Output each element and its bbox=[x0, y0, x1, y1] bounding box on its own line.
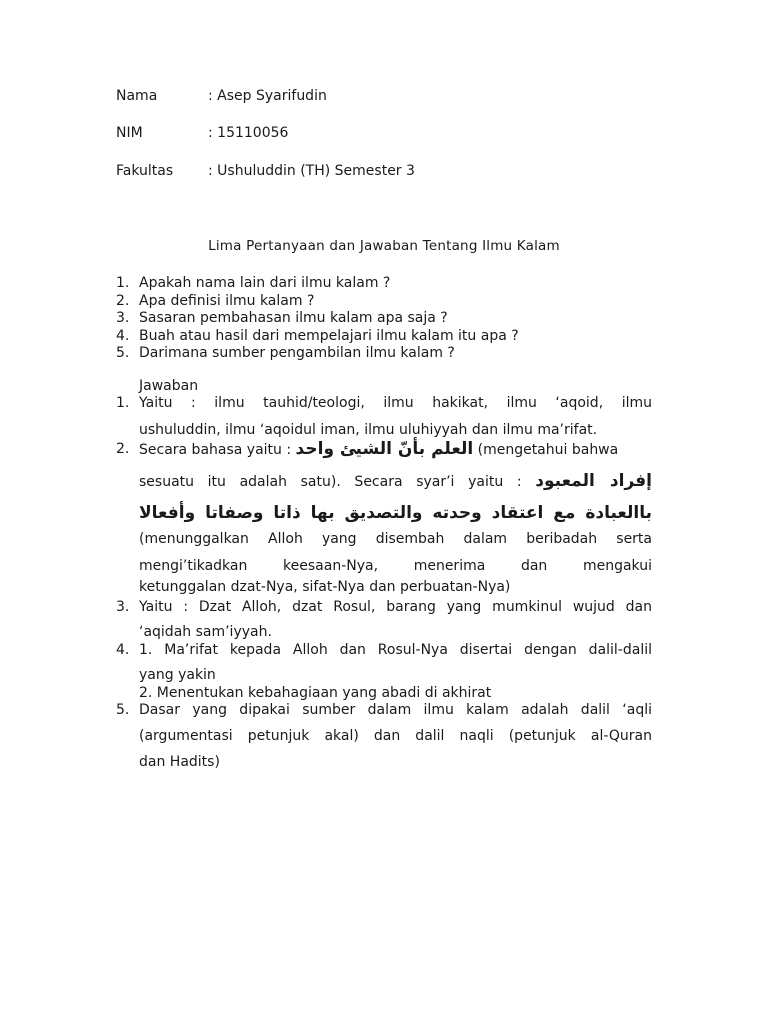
answer-number: 3. bbox=[116, 599, 130, 615]
answer-line: ‘aqidah sam’iyyah. bbox=[139, 624, 272, 640]
fakultas-value: : Ushuluddin (TH) Semester 3 bbox=[208, 163, 415, 179]
answer-number: 4. bbox=[116, 642, 130, 658]
answer-number: 5. bbox=[116, 702, 130, 718]
question-item bbox=[116, 345, 656, 363]
answer-item bbox=[116, 598, 652, 641]
question-text: Apakah nama lain dari ilmu kalam ? bbox=[139, 275, 391, 291]
nim-value: : 15110056 bbox=[208, 125, 289, 141]
answer-number: 1. bbox=[116, 395, 130, 411]
question-number: 2. bbox=[116, 292, 130, 309]
question-number: 3. bbox=[116, 310, 130, 326]
answer-line: Dasar yang dipakai sumber dalam ilmu kalam adalah dalil ‘aqli bbox=[139, 702, 652, 718]
answer-item bbox=[116, 701, 652, 771]
document-title: Lima Pertanyaan dan Jawaban Tentang Ilmu Kalam bbox=[208, 238, 560, 254]
nim-label: NIM bbox=[116, 125, 143, 141]
answer-text: sesuatu itu adalah satu). Secara syar’i yaitu : bbox=[139, 474, 536, 490]
nim-row bbox=[116, 123, 288, 143]
answer-item bbox=[116, 438, 652, 596]
answer-item bbox=[116, 394, 652, 439]
question-text: Apa definisi ilmu kalam ? bbox=[139, 292, 315, 309]
answer-item bbox=[116, 641, 652, 702]
question-item bbox=[116, 310, 656, 328]
nama-value: : Asep Syarifudin bbox=[208, 88, 327, 104]
answer-line: 2. Menentukan kebahagiaan yang abadi di akhirat bbox=[139, 685, 492, 701]
answer-line: Yaitu : ilmu tauhid/teologi, ilmu hakikat, ilmu ‘aqoid, ilmu bbox=[139, 395, 652, 411]
nama-row bbox=[116, 86, 327, 106]
question-text: Darimana sumber pengambilan ilmu kalam ? bbox=[139, 345, 455, 361]
arabic-text: العلم بأنّ الشيئ واحد bbox=[295, 439, 474, 459]
arabic-text: إفراد المعبود bbox=[535, 471, 653, 491]
answer-line bbox=[139, 438, 652, 460]
question-number: 5. bbox=[116, 345, 130, 361]
answer-line: (argumentasi petunjuk akal) dan dalil naqli (petunjuk al-Quran bbox=[139, 728, 652, 744]
question-text: Buah atau hasil dari mempelajari ilmu kalam itu apa ? bbox=[139, 327, 519, 344]
fakultas-row bbox=[116, 161, 415, 181]
answer-number: 2. bbox=[116, 441, 130, 457]
jawaban-heading: Jawaban bbox=[139, 378, 199, 394]
answer-line: (menunggalkan Alloh yang disembah dalam beribadah serta bbox=[139, 531, 652, 547]
arabic-line: باالعبادة مع اعتقاد وحدته والتصديق بها ذاتا وصفاتا وأفعالا bbox=[139, 503, 652, 523]
question-item bbox=[116, 328, 656, 346]
answer-text: Secara bahasa yaitu : bbox=[139, 442, 296, 458]
answer-text: (mengetahui bahwa bbox=[473, 442, 619, 458]
nama-label: Nama bbox=[116, 88, 158, 104]
answer-line: dan Hadits) bbox=[139, 754, 220, 770]
answer-line: 1. Ma’rifat kepada Alloh dan Rosul-Nya disertai dengan dalil-dalil bbox=[139, 642, 652, 658]
answer-line: Yaitu : Dzat Alloh, dzat Rosul, barang yang mumkinul wujud dan bbox=[139, 599, 652, 615]
question-number: 4. bbox=[116, 327, 130, 344]
question-text: Sasaran pembahasan ilmu kalam apa saja ? bbox=[139, 310, 448, 326]
question-item bbox=[116, 275, 656, 293]
answer-line bbox=[139, 470, 652, 492]
question-list bbox=[116, 275, 656, 363]
answer-line: yang yakin bbox=[139, 667, 216, 683]
question-item bbox=[116, 293, 656, 311]
fakultas-label: Fakultas bbox=[116, 163, 174, 179]
answer-line: mengi’tikadkan keesaan-Nya, menerima dan mengakui bbox=[139, 558, 652, 574]
answer-line: ushuluddin, ilmu ‘aqoidul iman, ilmu uluhiyyah dan ilmu ma’rifat. bbox=[139, 422, 598, 438]
question-number: 1. bbox=[116, 275, 130, 291]
answer-line: ketunggalan dzat-Nya, sifat-Nya dan perbuatan-Nya) bbox=[139, 579, 511, 595]
